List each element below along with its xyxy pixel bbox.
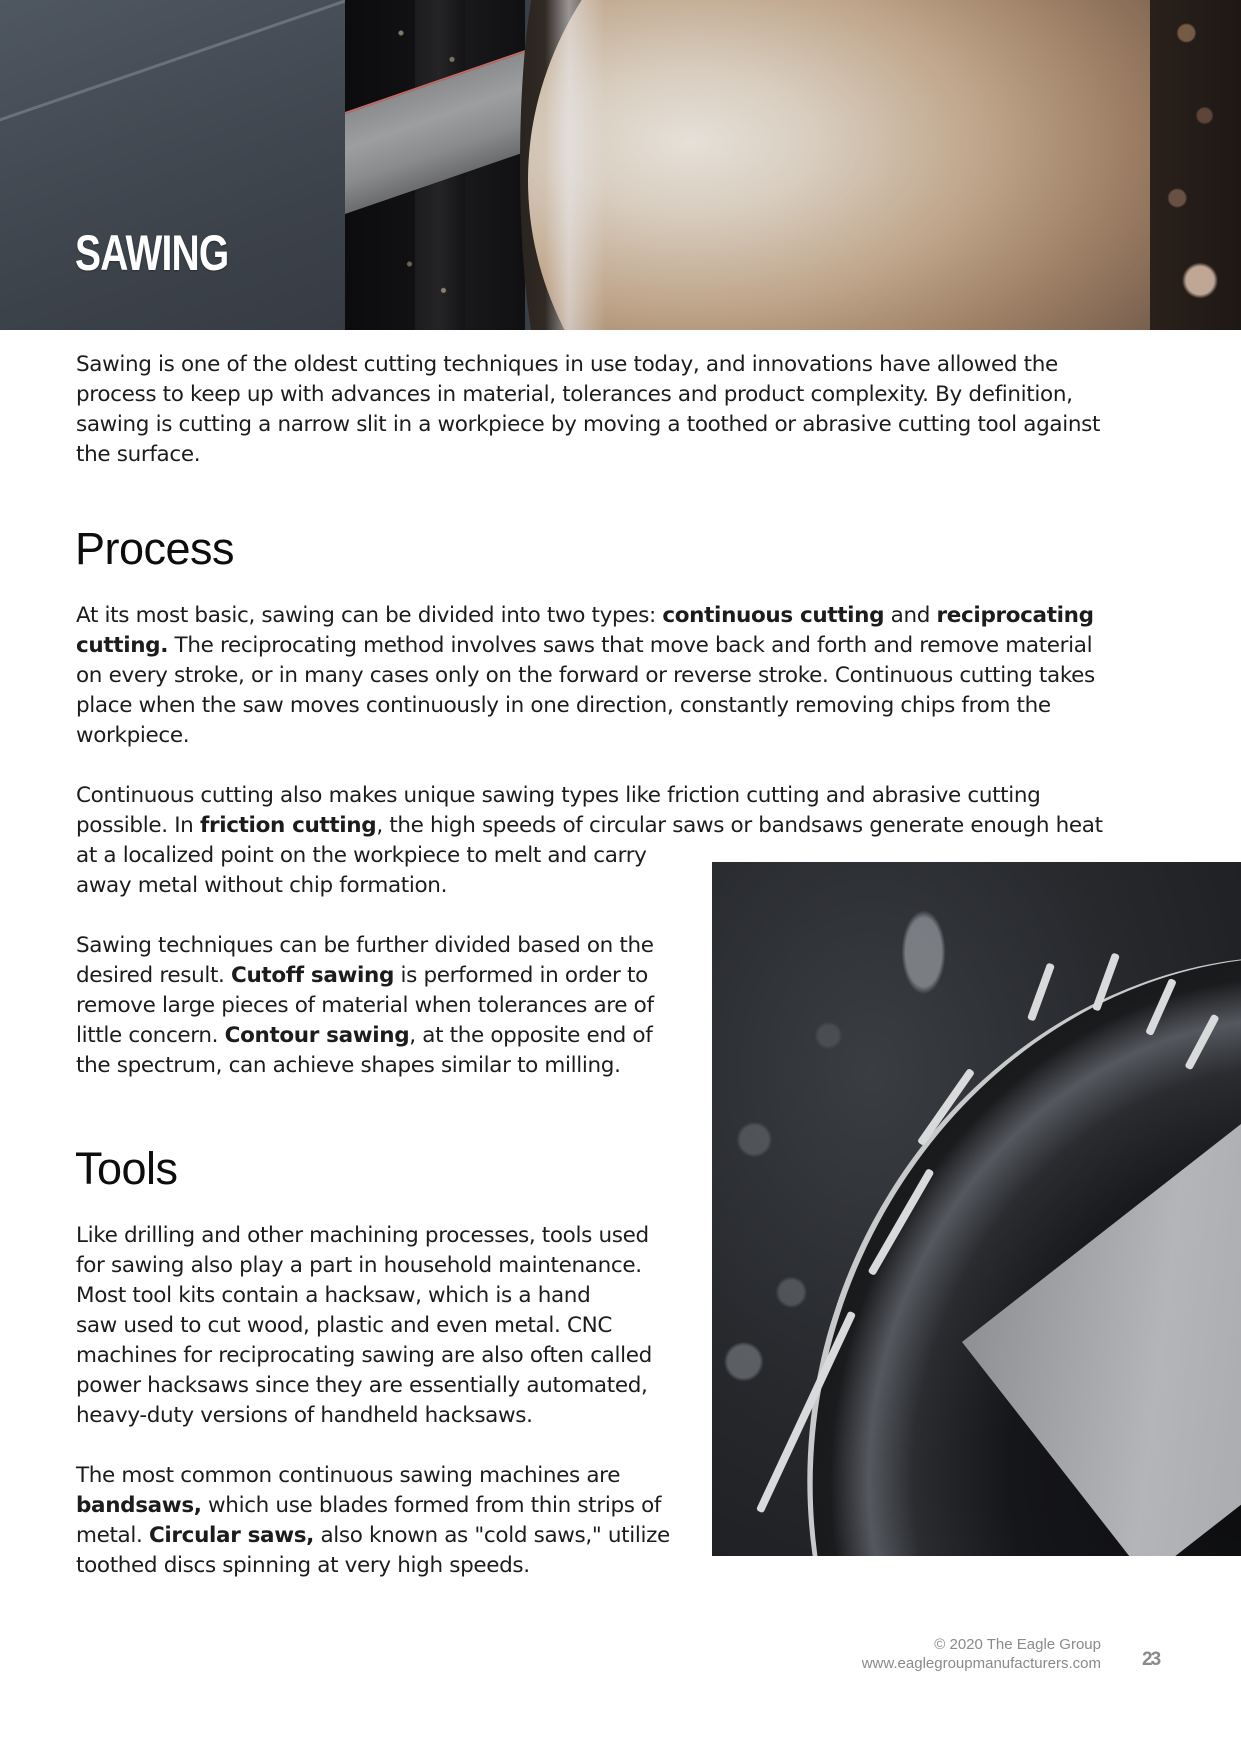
text-run: possible. In [76, 813, 200, 838]
page-title: SAWING [75, 225, 229, 281]
intro-line: sawing is cutting a narrow slit in a workpiece by moving a toothed or abrasive cutting tool against [76, 412, 1101, 437]
text-line: Sawing techniques can be further divided based on the [76, 933, 654, 958]
text-line [76, 1521, 701, 1551]
text-line: saw used to cut wood, plastic and even metal. CNC [76, 1313, 613, 1338]
text-line: at a localized point on the workpiece to melt and carry [76, 843, 647, 868]
process-paragraph-1 [76, 601, 1186, 751]
text-line: place when the saw moves continuously in one direction, constantly removing chips from the [76, 693, 1051, 718]
circular-saw-photo [712, 862, 1241, 1556]
text-line: Like drilling and other machining processes, tools used [76, 1223, 649, 1248]
text-line: heavy-duty versions of handheld hacksaws. [76, 1403, 533, 1428]
hero-wheel [528, 0, 1241, 330]
intro-line: the surface. [76, 442, 201, 467]
text-run: which use blades formed from thin strips of [201, 1493, 662, 1518]
text-line: workpiece. [76, 723, 190, 748]
text-line: the spectrum, can achieve shapes similar to milling. [76, 1053, 621, 1078]
hero-wheel-sheen [545, 0, 605, 330]
text-line [76, 1021, 701, 1051]
text-line: Most tool kits contain a hacksaw, which is a hand [76, 1283, 591, 1308]
term-bandsaws: bandsaws, [76, 1493, 202, 1518]
text-line [76, 1491, 701, 1521]
process-paragraph-3 [76, 931, 701, 1081]
text-line: away metal without chip formation. [76, 873, 448, 898]
website-link[interactable]: www.eaglegroupmanufacturers.com [861, 1655, 1101, 1672]
footer [862, 1635, 1101, 1673]
text-line: power hacksaws since they are essentially automated, [76, 1373, 648, 1398]
copyright: © 2020 The Eagle Group [934, 1636, 1101, 1653]
text-run: also known as "cold saws," utilize [313, 1523, 670, 1548]
text-line: Continuous cutting also makes unique sawing types like friction cutting and abrasive cutting [76, 783, 1041, 808]
term-continuous-cutting: continuous cutting [662, 603, 885, 628]
text-run: At its most basic, sawing can be divided into two types: [76, 603, 663, 628]
text-line [76, 961, 701, 991]
hero-bokeh [1150, 0, 1241, 330]
text-line: toothed discs spinning at very high speeds. [76, 1553, 530, 1578]
text-run: little concern. [76, 1023, 225, 1048]
intro-line: process to keep up with advances in material, tolerances and product complexity. By definition, [76, 382, 1073, 407]
tools-paragraph-2 [76, 1461, 701, 1581]
text-line: remove large pieces of material when tolerances are of [76, 993, 654, 1018]
tools-paragraph-1 [76, 1221, 701, 1431]
term-circular-saws: Circular saws, [148, 1523, 314, 1548]
intro-line: Sawing is one of the oldest cutting techniques in use today, and innovations have allowed the [76, 352, 1058, 377]
text-line: The most common continuous sawing machines are [76, 1463, 621, 1488]
text-run: is performed in order to [394, 963, 648, 988]
intro-paragraph [76, 350, 1186, 470]
text-line [76, 631, 1186, 661]
text-run: The reciprocating method involves saws that move back and forth and remove material [168, 633, 1093, 658]
term-contour-sawing: Contour sawing [224, 1023, 410, 1048]
text-line: on every stroke, or in many cases only on the forward or reverse stroke. Continuous cutting takes [76, 663, 1095, 688]
text-run: desired result. [76, 963, 232, 988]
text-run: and [884, 603, 937, 628]
page-number: 23 [1142, 1649, 1160, 1670]
text-run: metal. [76, 1523, 149, 1548]
text-line: for sawing also play a part in household maintenance. [76, 1253, 642, 1278]
text-line [76, 601, 1186, 631]
process-heading: Process [75, 523, 235, 574]
text-run: , at the opposite end of [409, 1023, 653, 1048]
term-cutting: cutting. [76, 633, 169, 658]
hero-image [0, 0, 1241, 330]
tools-heading: Tools [75, 1143, 178, 1194]
term-friction-cutting: friction cutting [199, 813, 377, 838]
text-line [76, 811, 1186, 841]
text-run: , the high speeds of circular saws or bandsaws generate enough heat [376, 813, 1103, 838]
term-reciprocating: reciprocating [936, 603, 1094, 628]
term-cutoff-sawing: Cutoff sawing [231, 963, 395, 988]
text-line: machines for reciprocating sawing are also often called [76, 1343, 652, 1368]
